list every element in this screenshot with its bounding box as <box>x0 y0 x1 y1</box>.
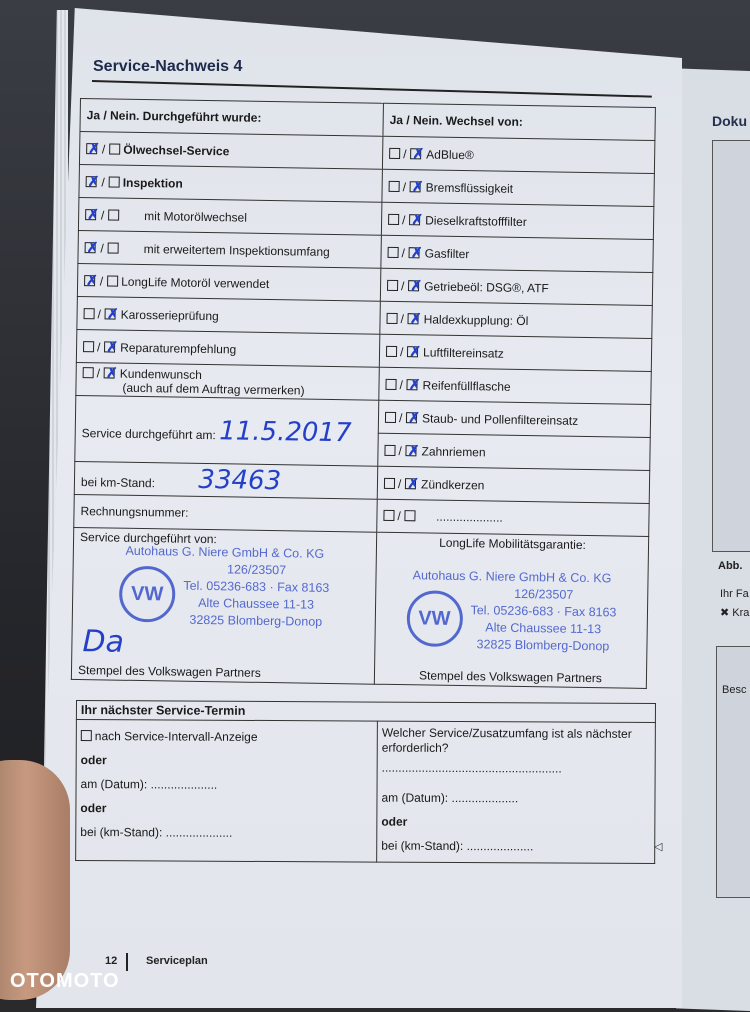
row-erweitert: ✗ / mit erweitertem Inspektionsumfang <box>78 230 381 268</box>
check-mark-icon: ✗ <box>411 210 424 227</box>
item-label: Zündkerzen <box>420 476 485 492</box>
stamp-line-2: 126/23507 <box>226 562 287 578</box>
km-label: bei km-Stand: <box>80 475 156 491</box>
interval-option <box>81 724 373 750</box>
row-motoroelwechsel: ✗ / mit Motorölwechsel <box>78 197 381 235</box>
checkbox <box>386 312 397 323</box>
item-label: Bremsflüssigkeit <box>425 179 514 196</box>
next-left-cell <box>76 720 378 863</box>
rechnungsnummer-cell <box>74 494 377 532</box>
item-label: Luftfiltereinsatz <box>423 344 504 361</box>
service-table <box>71 98 656 689</box>
row-zahnriemen: / ✗ Zahnriemen <box>378 433 650 470</box>
left-header: Ja / Nein. Durchgeführt wurde: <box>80 99 383 137</box>
longlife-label: LongLife Mobilitätsgarantie: <box>439 535 587 553</box>
item-label: Dieselkraftstofffilter <box>425 212 527 229</box>
oder-1: oder <box>80 753 107 768</box>
longlife-cell <box>374 532 648 688</box>
next-date-label-2: am (Datum): <box>381 790 449 805</box>
item-note: (auch auf dem Auftrag vermerken) <box>122 380 305 398</box>
check-mark-icon: ✗ <box>86 271 99 288</box>
check-mark-icon: ✗ <box>87 205 100 222</box>
check-mark-icon: ✗ <box>408 375 421 392</box>
check-mark-icon: ✗ <box>106 337 119 355</box>
row-gasfilter: / ✗ Gasfilter <box>381 235 653 272</box>
next-date-label: am (Datum): <box>80 777 148 792</box>
checkbox <box>83 341 94 352</box>
row-reifenfuellflasche: / ✗ Reifenfüllflasche <box>379 367 651 404</box>
check-mark-icon: ✗ <box>87 172 100 189</box>
check-mark-icon: ✗ <box>411 177 424 194</box>
check-mark-icon: ✗ <box>409 342 422 359</box>
checkbox <box>108 242 119 253</box>
row-inspektion: ✗ / Inspektion <box>79 164 382 202</box>
item-label: LongLife Motoröl verwendet <box>121 274 270 291</box>
oder-2: oder <box>80 801 107 816</box>
stamp-line-5: 32825 Blomberg-Donop <box>476 637 610 654</box>
item-label: mit erweitertem Inspektionsumfang <box>143 241 330 259</box>
stamp-line-3: Tel. 05236-683 · Fax 8163 <box>183 578 330 595</box>
checkbox <box>384 444 395 455</box>
page-number: 12 <box>105 955 118 967</box>
row-getriebeoel: / ✗ Getriebeöl: DSG®, ATF <box>380 268 652 305</box>
checkbox <box>384 477 395 488</box>
right-page-abb: Abb. <box>718 560 743 572</box>
row-longlife: ✗ / LongLife Motoröl verwendet <box>77 263 380 301</box>
stamp-caption: Stempel des Volkswagen Partners <box>418 668 602 686</box>
checkbox <box>108 209 119 220</box>
blank-dots: .................... <box>436 509 503 525</box>
next-date-row-2 <box>381 786 650 811</box>
next-right-cell <box>377 721 656 863</box>
checkbox <box>383 510 394 521</box>
check-mark-icon: ✗ <box>407 441 420 458</box>
rechnungsnummer-label: Rechnungsnummer: <box>80 504 189 520</box>
dealer-stamp-2 <box>381 567 641 656</box>
checkbox <box>83 367 94 378</box>
checkbox <box>388 213 399 224</box>
row-luftfilter: / ✗ Luftfiltereinsatz <box>379 334 651 371</box>
item-label: AdBlue® <box>426 146 474 162</box>
stamp-line-4: Alte Chaussee 11-13 <box>485 620 602 637</box>
checkbox <box>84 308 95 319</box>
item-label: Gasfilter <box>424 245 470 261</box>
next-km-label-2: bei (km-Stand): <box>381 838 464 854</box>
checkbox <box>389 147 400 158</box>
dealer-stamp <box>79 542 370 632</box>
check-mark-icon: ✗ <box>410 276 423 293</box>
right-page-besc: Besc <box>722 684 747 696</box>
row-adblue: / ✗ AdBlue® <box>382 136 654 173</box>
next-date-row <box>80 772 372 798</box>
stamp-line-4: Alte Chaussee 11-13 <box>198 595 315 612</box>
oder-3: oder <box>381 814 408 829</box>
checkbox <box>405 510 416 521</box>
item-label: Reparaturempfehlung <box>120 340 237 356</box>
checkbox <box>385 378 396 389</box>
row-bremsfluessigkeit: / ✗ Bremsflüssigkeit <box>382 169 654 206</box>
row-haldex: / ✗ Haldexkupplung: Öl <box>380 301 652 338</box>
right-page-title: Doku <box>712 113 747 129</box>
next-question-dots: ...................................................... <box>381 760 562 776</box>
check-mark-icon: ✗ <box>88 139 101 156</box>
right-header: Ja / Nein. Wechsel von: <box>383 103 655 140</box>
stamp-line-1: Autohaus G. Niere GmbH & Co. KG <box>412 568 612 586</box>
row-kundenwunsch: / ✗ Kundenwunsch (auch auf dem Auftrag vermerken) <box>76 362 379 400</box>
km-value: 33463 <box>198 464 282 497</box>
title-rule <box>92 80 652 98</box>
km-cell <box>74 461 377 499</box>
stamp-line-5: 32825 Blomberg-Donop <box>189 612 323 629</box>
footer-divider <box>126 953 128 971</box>
next-date-dots: .................... <box>150 777 218 792</box>
right-page-ihr: Ihr Fa <box>720 588 749 600</box>
page-title: Service-Nachweis 4 <box>93 58 243 75</box>
check-mark-icon: ✗ <box>409 309 422 326</box>
next-km-dots-2: .................... <box>466 839 534 854</box>
item-label: Reifenfüllflasche <box>422 377 511 394</box>
service-date-label: Service durchgeführt am: <box>81 425 216 442</box>
next-question: Welcher Service/Zusatzumfang ist als nächster erforderlich? <box>381 725 632 755</box>
right-page-kra: ✖ Kra <box>720 607 750 619</box>
next-km-row-2 <box>381 834 650 859</box>
service-date-value: 11.5.2017 <box>218 415 352 448</box>
check-mark-icon: ✗ <box>106 304 119 322</box>
item-label: mit Motorölwechsel <box>144 208 248 225</box>
next-km-label: bei (km-Stand): <box>80 825 163 840</box>
service-by-label: Service durchgeführt von: <box>79 530 217 547</box>
checkbox <box>387 279 398 290</box>
item-label: Kundenwunsch <box>119 366 202 382</box>
stamp-caption: Stempel des Volkswagen Partners <box>77 663 261 680</box>
checkbox <box>388 246 399 257</box>
checkbox <box>109 143 120 154</box>
footer-section: Serviceplan <box>146 955 208 967</box>
row-oelwechsel: ✗ / Ölwechsel-Service <box>79 132 382 170</box>
row-dieselkraftstofffilter: / ✗ Dieselkraftstofffilter <box>381 202 653 239</box>
row-staubfilter: / ✗ Staub- und Pollenfiltereinsatz <box>378 400 650 437</box>
item-label: Inspektion <box>122 175 183 191</box>
row-reparatur: / ✗ Reparaturempfehlung <box>76 329 379 367</box>
item-label: Karosserieprüfung <box>120 307 219 323</box>
item-label: Ölwechsel-Service <box>123 142 230 158</box>
item-label: Getriebeöl: DSG®, ATF <box>424 278 549 295</box>
checkbox <box>81 730 92 741</box>
row-zuendkerzen: / ✗ Zündkerzen <box>377 466 649 503</box>
vw-logo-icon: VW <box>406 590 463 647</box>
check-mark-icon: ✗ <box>86 238 99 255</box>
check-mark-icon: ✗ <box>412 144 425 161</box>
vw-logo-icon: VW <box>119 566 176 623</box>
check-mark-icon: ✗ <box>408 408 421 425</box>
watermark-logo: OTOMOTO <box>10 970 120 992</box>
next-date-dots-2: .................... <box>451 790 519 806</box>
stamp-line-1: Autohaus G. Niere GmbH & Co. KG <box>125 543 325 561</box>
row-karosserie: / ✗ Karosserieprüfung <box>77 296 380 334</box>
item-label: Staub- und Pollenfiltereinsatz <box>421 410 579 428</box>
next-service-title: Ihr nächster Service-Termin <box>76 701 655 723</box>
service-date-cell <box>75 395 379 466</box>
continue-arrow-icon: ◁ <box>654 841 663 853</box>
next-km-row <box>80 820 372 846</box>
checkbox <box>385 411 396 422</box>
check-mark-icon: ✗ <box>105 363 118 381</box>
check-mark-icon: ✗ <box>410 243 423 260</box>
next-service-table <box>75 700 656 864</box>
signature: Da <box>82 624 125 660</box>
item-label: Haldexkupplung: Öl <box>423 311 529 328</box>
checkbox <box>386 345 397 356</box>
item-label: Zahnriemen <box>421 443 486 459</box>
checkbox <box>107 275 118 286</box>
interval-label: nach Service-Intervall-Anzeige <box>94 729 258 744</box>
row-blank: / .................... <box>377 499 649 536</box>
check-mark-icon: ✗ <box>407 474 420 491</box>
checkbox <box>389 180 400 191</box>
stamp-line-3: Tel. 05236-683 · Fax 8163 <box>470 603 617 620</box>
checkbox <box>109 176 120 187</box>
stamp-line-2: 126/23507 <box>514 586 574 602</box>
next-km-dots: .................... <box>165 825 233 840</box>
service-by-cell <box>71 527 376 684</box>
